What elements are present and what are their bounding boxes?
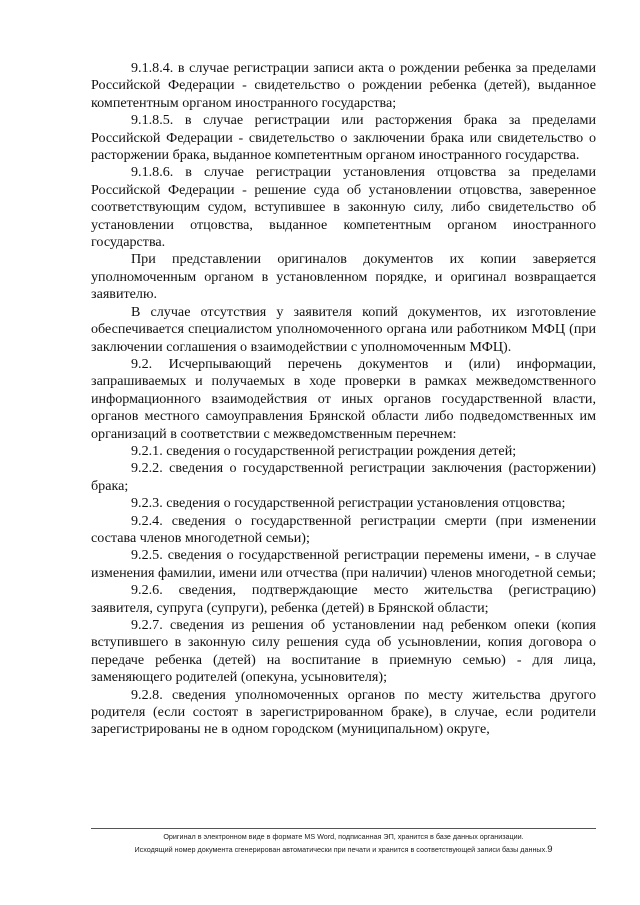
paragraph-9-2-4: 9.2.4. сведения о государственной регистрации смерти (при изменении состава членов многодетной семьи); [91, 512, 596, 546]
paragraph-9-2-8: 9.2.8. сведения уполномоченных органов по месту жительства другого родителя (если состоят в зарегистрированном браке), в случае, если родители зарегистрированы не в одном городском (муниципальном) округе, [91, 686, 596, 738]
paragraph-copies-production: В случае отсутствия у заявителя копий документов, их изготовление обеспечивается специалистом уполномоченного органа или работником МФЦ (при заключении соглашения о взаимодействии с уполномоченным МФЦ). [91, 303, 596, 355]
paragraph-copies-certification: При представлении оригиналов документов их копии заверяется уполномоченным органом в установленном порядке, и оригинал возвращается заявителю. [91, 251, 596, 303]
paragraph-9-2-2: 9.2.2. сведения о государственной регистрации заключения (расторжении) брака; [91, 460, 596, 494]
paragraph-9-2: 9.2. Исчерпывающий перечень документов и (или) информации, запрашиваемых и получаемых в ходе проверки в рамках межведомственного информационного взаимодействия от иных органов государственной власти, органов местного самоуправления Брянской области либо подведомственных им организаций в соответствии с межведомственным перечнем: [91, 355, 596, 442]
paragraph-9-1-8-4: 9.1.8.4. в случае регистрации записи акта о рождении ребенка за пределами Российской Федерации - свидетельство о рождении ребенка (детей), выданное компетентным органом иностранного государства; [91, 60, 596, 111]
document-body [91, 60, 596, 739]
paragraph-9-2-1: 9.2.1. сведения о государственной регистрации рождения детей; [131, 442, 517, 459]
paragraph-9-1-8-5: 9.1.8.5. в случае регистрации или расторжения брака за пределами Российской Федерации - свидетельство о заключении брака или свидетельство о расторжении брака, выданное компетентным органом иностранного государства. [91, 112, 596, 164]
page-number: 9 [547, 844, 553, 855]
footer-outgoing-number-note [91, 845, 596, 854]
footer-original-note: Оригинал в электронном виде в формате MS Word, подписанная ЭП, хранится в базе данных организации. [163, 832, 524, 841]
footer-divider [91, 828, 596, 829]
paragraph-9-2-5: 9.2.5. сведения о государственной регистрации перемены имени, - в случае изменения фамилии, имени или отчества (при наличии) членов многодетной семьи; [91, 547, 597, 581]
paragraph-9-1-8-6: 9.1.8.6. в случае регистрации установления отцовства за пределами Российской Федерации - решение суда об установлении отцовства, заверенное соответствующим судом, вступившее в законную силу, либо свидетельство об установлении отцовства, выданное компетентным органом иностранного государства. [91, 164, 596, 251]
paragraph-9-2-3: 9.2.3. сведения о государственной регистрации установления отцовства; [131, 495, 566, 512]
paragraph-9-2-6: 9.2.6. сведения, подтверждающие место жительства (регистрацию) заявителя, супруга (супруги), ребенка (детей) в Брянской области; [91, 582, 596, 616]
paragraph-9-2-7: 9.2.7. сведения из решения об установлении над ребенком опеки (копия вступившего в законную силу решения суда об усыновлении, копия договора о передаче ребенка (детей) на воспитание в приемную семью) - для лица, заменяющего родителей (опекуна, усыновителя); [91, 617, 596, 686]
footer-outgoing-number-text: Исходящий номер документа сгенерирован автоматически при печати и хранится в соответствующей записи базы данных. [134, 845, 548, 854]
